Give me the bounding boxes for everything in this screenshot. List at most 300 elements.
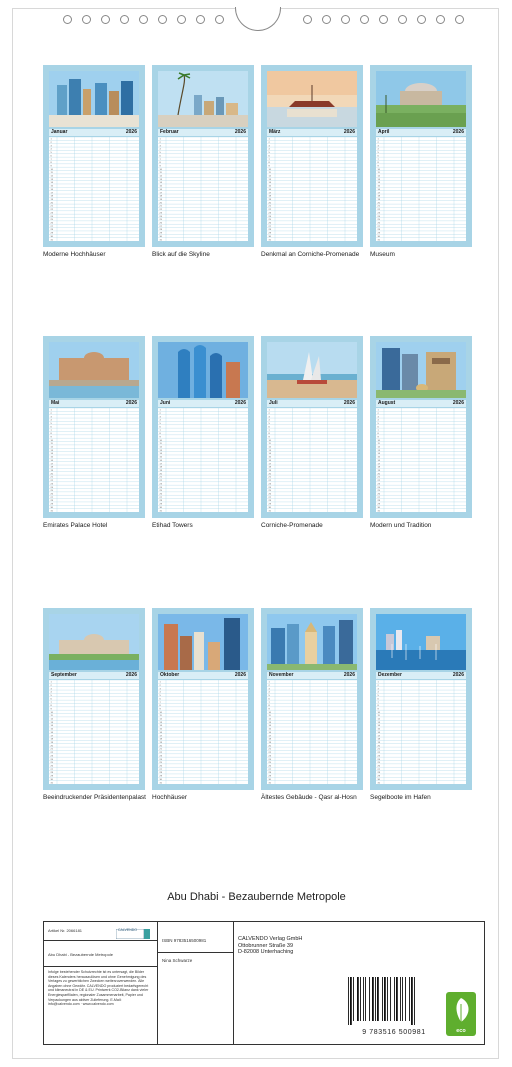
- svg-text:22: 22: [268, 209, 271, 212]
- svg-text:18: 18: [159, 738, 162, 741]
- svg-text:22: 22: [159, 209, 162, 212]
- svg-text:4: 4: [377, 419, 379, 422]
- month-sheet: [43, 608, 145, 790]
- svg-text:3: 3: [50, 416, 52, 419]
- svg-text:3: 3: [159, 416, 161, 419]
- month-year: 2026: [343, 400, 355, 406]
- svg-text:30: 30: [268, 235, 271, 238]
- svg-text:6: 6: [268, 426, 270, 429]
- svg-text:22: 22: [268, 752, 271, 755]
- svg-text:16: 16: [50, 188, 53, 191]
- svg-text:26: 26: [159, 765, 162, 768]
- svg-text:27: 27: [377, 225, 380, 228]
- svg-text:20: 20: [159, 202, 162, 205]
- day-grid: [267, 680, 357, 784]
- svg-text:5: 5: [159, 423, 161, 426]
- month-photo: [267, 342, 357, 398]
- divider: [44, 940, 158, 941]
- svg-text:7: 7: [159, 429, 161, 432]
- svg-text:12: 12: [268, 446, 271, 449]
- svg-text:28: 28: [159, 229, 162, 232]
- svg-text:9: 9: [159, 708, 161, 711]
- svg-text:17: 17: [268, 735, 271, 738]
- day-grid: [158, 137, 248, 241]
- svg-text:29: 29: [50, 775, 53, 778]
- svg-text:7: 7: [377, 701, 379, 704]
- svg-text:24: 24: [159, 215, 162, 218]
- svg-text:5: 5: [377, 152, 379, 155]
- svg-text:27: 27: [268, 768, 271, 771]
- svg-text:6: 6: [159, 155, 161, 158]
- divider: [158, 952, 234, 953]
- month-header: [49, 672, 139, 679]
- svg-text:15: 15: [159, 728, 162, 731]
- month-sheet: [261, 336, 363, 518]
- svg-text:22: 22: [377, 752, 380, 755]
- month-sheet: [152, 336, 254, 518]
- month-year: 2026: [125, 400, 137, 406]
- svg-text:19: 19: [268, 742, 271, 744]
- svg-text:21: 21: [377, 205, 380, 208]
- svg-text:20: 20: [377, 202, 380, 205]
- svg-text:24: 24: [159, 758, 162, 761]
- month-name: Mai: [51, 400, 60, 406]
- svg-text:12: 12: [50, 175, 53, 178]
- svg-text:19: 19: [50, 742, 53, 744]
- publisher-street: Ottobrunner Straße 39: [238, 942, 294, 949]
- eco-badge: [446, 992, 476, 1036]
- svg-text:17: 17: [50, 192, 53, 195]
- month-name: November: [269, 672, 294, 678]
- svg-text:31: 31: [159, 782, 162, 784]
- svg-text:27: 27: [268, 496, 271, 499]
- svg-text:19: 19: [159, 199, 162, 201]
- svg-text:1: 1: [50, 409, 52, 412]
- svg-text:12: 12: [268, 175, 271, 178]
- month-photo: [267, 614, 357, 670]
- svg-text:16: 16: [159, 731, 162, 734]
- svg-text:7: 7: [50, 158, 52, 161]
- svg-text:21: 21: [159, 748, 162, 751]
- svg-text:25: 25: [159, 219, 162, 222]
- svg-text:8: 8: [268, 162, 270, 165]
- month-name: Dezember: [378, 672, 402, 678]
- svg-text:11: 11: [377, 715, 380, 718]
- svg-text:30: 30: [50, 235, 53, 238]
- svg-text:30: 30: [377, 506, 380, 509]
- svg-text:13: 13: [50, 178, 53, 181]
- binding-hole: [360, 15, 369, 24]
- svg-text:7: 7: [377, 429, 379, 432]
- binding-hole: [322, 15, 331, 24]
- svg-text:15: 15: [268, 728, 271, 731]
- svg-text:1: 1: [159, 681, 161, 684]
- svg-text:1: 1: [377, 409, 379, 412]
- svg-text:7: 7: [159, 701, 161, 704]
- svg-text:10: 10: [159, 439, 162, 442]
- svg-text:20: 20: [377, 473, 380, 476]
- month-sheet: [370, 336, 472, 518]
- svg-text:28: 28: [50, 229, 53, 232]
- svg-text:1: 1: [268, 681, 270, 684]
- month-name: April: [378, 129, 390, 135]
- binding-hole: [215, 15, 224, 24]
- svg-text:8: 8: [50, 162, 52, 165]
- svg-text:4: 4: [159, 148, 161, 151]
- binding-hole: [379, 15, 388, 24]
- month-header: [49, 129, 139, 136]
- calendar-page: [12, 8, 499, 1059]
- month-sheet: [370, 65, 472, 247]
- svg-text:31: 31: [159, 239, 162, 241]
- svg-text:1: 1: [50, 138, 52, 141]
- svg-text:16: 16: [50, 459, 53, 462]
- footer-col-product: [44, 922, 158, 1044]
- month-header: [158, 672, 248, 679]
- month-caption: Ältestes Gebäude - Qasr al-Hosn: [261, 794, 357, 801]
- svg-text:19: 19: [377, 470, 380, 472]
- svg-text:25: 25: [50, 490, 53, 493]
- svg-text:18: 18: [159, 466, 162, 469]
- svg-text:13: 13: [159, 449, 162, 452]
- svg-text:20: 20: [50, 745, 53, 748]
- svg-text:30: 30: [50, 506, 53, 509]
- svg-text:10: 10: [50, 439, 53, 442]
- svg-text:14: 14: [377, 453, 380, 456]
- month-year: 2026: [234, 672, 246, 678]
- svg-text:7: 7: [377, 158, 379, 161]
- month-header: [49, 400, 139, 407]
- svg-text:24: 24: [50, 486, 53, 489]
- svg-text:8: 8: [159, 433, 161, 436]
- publisher-city: D-82008 Unterhaching: [238, 949, 294, 955]
- svg-text:8: 8: [50, 433, 52, 436]
- month-name: September: [51, 672, 77, 678]
- svg-text:16: 16: [50, 731, 53, 734]
- svg-text:14: 14: [50, 182, 53, 185]
- svg-text:4: 4: [268, 419, 270, 422]
- svg-text:13: 13: [377, 449, 380, 452]
- svg-text:15: 15: [50, 728, 53, 731]
- svg-text:4: 4: [159, 691, 161, 694]
- svg-text:30: 30: [159, 778, 162, 781]
- svg-text:20: 20: [50, 473, 53, 476]
- svg-text:31: 31: [50, 782, 53, 784]
- svg-text:27: 27: [159, 225, 162, 228]
- svg-text:10: 10: [50, 168, 53, 171]
- svg-text:5: 5: [159, 695, 161, 698]
- month-header: [376, 672, 466, 679]
- day-grid: [267, 408, 357, 512]
- svg-text:28: 28: [268, 772, 271, 775]
- divider: [44, 966, 158, 967]
- svg-text:5: 5: [268, 423, 270, 426]
- svg-text:9: 9: [159, 165, 161, 168]
- svg-text:28: 28: [50, 772, 53, 775]
- svg-text:29: 29: [268, 503, 271, 506]
- svg-text:14: 14: [159, 725, 162, 728]
- svg-text:21: 21: [159, 205, 162, 208]
- svg-text:12: 12: [268, 718, 271, 721]
- day-grid: [158, 680, 248, 784]
- month-name: Oktober: [160, 672, 180, 678]
- svg-text:23: 23: [377, 755, 380, 758]
- day-grid: [158, 408, 248, 512]
- svg-text:1: 1: [377, 681, 379, 684]
- svg-text:4: 4: [50, 419, 52, 422]
- svg-text:3: 3: [159, 688, 161, 691]
- eco-label: eco: [456, 1027, 466, 1034]
- svg-text:15: 15: [268, 185, 271, 188]
- month-photo: [376, 614, 466, 670]
- svg-text:2: 2: [268, 412, 270, 415]
- svg-text:27: 27: [159, 768, 162, 771]
- month-year: 2026: [452, 129, 464, 135]
- svg-text:12: 12: [50, 718, 53, 721]
- month-header: [376, 400, 466, 407]
- product-title-small: Abu Dhabi - Bezaubernde Metropole: [48, 952, 113, 957]
- svg-text:5: 5: [50, 423, 52, 426]
- svg-text:10: 10: [159, 168, 162, 171]
- svg-text:15: 15: [377, 185, 380, 188]
- svg-text:15: 15: [50, 456, 53, 459]
- svg-text:22: 22: [159, 752, 162, 755]
- svg-text:25: 25: [268, 219, 271, 222]
- svg-text:21: 21: [50, 748, 53, 751]
- month-caption: Hochhäuser: [152, 794, 188, 801]
- svg-text:11: 11: [50, 715, 53, 718]
- svg-text:21: 21: [50, 476, 53, 479]
- svg-text:3: 3: [377, 145, 379, 148]
- svg-text:20: 20: [159, 473, 162, 476]
- svg-text:26: 26: [268, 222, 271, 225]
- svg-text:18: 18: [50, 738, 53, 741]
- svg-text:13: 13: [377, 721, 380, 724]
- svg-text:27: 27: [50, 496, 53, 499]
- svg-text:18: 18: [377, 738, 380, 741]
- svg-text:4: 4: [268, 691, 270, 694]
- svg-text:3: 3: [268, 688, 270, 691]
- svg-text:31: 31: [268, 239, 271, 241]
- svg-text:7: 7: [50, 429, 52, 432]
- svg-text:8: 8: [377, 705, 379, 708]
- month-photo: [158, 342, 248, 398]
- svg-text:30: 30: [159, 235, 162, 238]
- svg-text:9: 9: [50, 165, 52, 168]
- svg-text:6: 6: [268, 155, 270, 158]
- svg-text:31: 31: [268, 782, 271, 784]
- svg-text:16: 16: [159, 459, 162, 462]
- svg-text:15: 15: [377, 728, 380, 731]
- svg-text:3: 3: [50, 145, 52, 148]
- month-caption: Denkmal an Corniche-Promenade: [261, 251, 360, 258]
- svg-text:24: 24: [268, 486, 271, 489]
- svg-text:7: 7: [268, 429, 270, 432]
- svg-text:10: 10: [159, 711, 162, 714]
- svg-text:9: 9: [50, 436, 52, 439]
- month-sheet: [261, 65, 363, 247]
- svg-text:15: 15: [159, 185, 162, 188]
- svg-text:31: 31: [377, 510, 380, 512]
- svg-text:17: 17: [377, 192, 380, 195]
- svg-text:1: 1: [159, 138, 161, 141]
- svg-text:29: 29: [159, 775, 162, 778]
- svg-text:16: 16: [377, 459, 380, 462]
- svg-text:7: 7: [268, 701, 270, 704]
- svg-text:31: 31: [268, 510, 271, 512]
- svg-text:20: 20: [377, 745, 380, 748]
- month-sheet: [152, 65, 254, 247]
- svg-text:9: 9: [377, 436, 379, 439]
- svg-text:10: 10: [377, 168, 380, 171]
- svg-text:14: 14: [268, 725, 271, 728]
- svg-text:30: 30: [159, 506, 162, 509]
- binding-hole: [120, 15, 129, 24]
- svg-text:8: 8: [159, 705, 161, 708]
- svg-text:26: 26: [50, 222, 53, 225]
- calendar-title: Abu Dhabi - Bezaubernde Metropole: [167, 891, 346, 903]
- svg-text:28: 28: [377, 500, 380, 503]
- svg-text:17: 17: [159, 463, 162, 466]
- month-header: [376, 129, 466, 136]
- svg-text:11: 11: [159, 172, 162, 175]
- binding-hole: [101, 15, 110, 24]
- binding-hole: [455, 15, 464, 24]
- svg-text:19: 19: [377, 199, 380, 201]
- svg-text:26: 26: [50, 765, 53, 768]
- footer-box: [43, 921, 485, 1045]
- svg-text:18: 18: [268, 738, 271, 741]
- month-caption: Moderne Hochhäuser: [43, 251, 106, 258]
- svg-text:16: 16: [159, 188, 162, 191]
- svg-text:11: 11: [268, 172, 271, 175]
- svg-text:14: 14: [50, 453, 53, 456]
- svg-text:12: 12: [159, 446, 162, 449]
- svg-text:6: 6: [50, 698, 52, 701]
- svg-text:17: 17: [377, 735, 380, 738]
- svg-text:27: 27: [377, 768, 380, 771]
- svg-text:2: 2: [50, 684, 52, 687]
- svg-text:22: 22: [50, 480, 53, 483]
- svg-text:26: 26: [159, 222, 162, 225]
- svg-text:5: 5: [159, 152, 161, 155]
- svg-text:4: 4: [50, 691, 52, 694]
- svg-text:29: 29: [268, 232, 271, 235]
- binding-hole: [139, 15, 148, 24]
- svg-text:22: 22: [50, 209, 53, 212]
- svg-text:11: 11: [268, 443, 271, 446]
- svg-text:8: 8: [50, 705, 52, 708]
- month-name: Juli: [269, 400, 278, 406]
- svg-text:25: 25: [159, 490, 162, 493]
- svg-text:14: 14: [268, 182, 271, 185]
- svg-text:24: 24: [377, 486, 380, 489]
- svg-text:10: 10: [377, 439, 380, 442]
- svg-text:23: 23: [50, 483, 53, 486]
- svg-text:1: 1: [268, 138, 270, 141]
- svg-text:13: 13: [377, 178, 380, 181]
- svg-text:28: 28: [377, 772, 380, 775]
- month-photo: [376, 71, 466, 127]
- svg-text:12: 12: [377, 718, 380, 721]
- svg-text:18: 18: [268, 466, 271, 469]
- svg-text:23: 23: [159, 483, 162, 486]
- svg-text:6: 6: [268, 698, 270, 701]
- svg-text:21: 21: [377, 748, 380, 751]
- svg-text:6: 6: [50, 155, 52, 158]
- svg-text:25: 25: [50, 219, 53, 222]
- svg-text:26: 26: [377, 765, 380, 768]
- svg-text:13: 13: [159, 178, 162, 181]
- svg-text:9: 9: [268, 165, 270, 168]
- svg-text:16: 16: [268, 188, 271, 191]
- day-grid: [376, 137, 466, 241]
- svg-text:22: 22: [159, 480, 162, 483]
- svg-text:21: 21: [268, 748, 271, 751]
- month-photo: [158, 614, 248, 670]
- footer-col-isbn: [158, 922, 234, 1044]
- svg-text:27: 27: [268, 225, 271, 228]
- svg-text:29: 29: [377, 775, 380, 778]
- svg-text:20: 20: [268, 745, 271, 748]
- svg-text:19: 19: [159, 470, 162, 472]
- svg-text:24: 24: [377, 215, 380, 218]
- month-sheet: [43, 336, 145, 518]
- svg-text:26: 26: [50, 493, 53, 496]
- svg-text:26: 26: [268, 765, 271, 768]
- svg-text:18: 18: [377, 195, 380, 198]
- svg-text:30: 30: [268, 778, 271, 781]
- svg-text:25: 25: [50, 762, 53, 765]
- svg-text:3: 3: [377, 688, 379, 691]
- svg-text:30: 30: [50, 778, 53, 781]
- svg-text:18: 18: [377, 466, 380, 469]
- month-sheet: [43, 65, 145, 247]
- month-header: [267, 400, 357, 407]
- svg-text:18: 18: [268, 195, 271, 198]
- svg-text:2: 2: [268, 141, 270, 144]
- barcode: [344, 977, 444, 1036]
- binding-hole: [436, 15, 445, 24]
- svg-text:27: 27: [377, 496, 380, 499]
- binding-hole: [82, 15, 91, 24]
- month-header: [158, 129, 248, 136]
- svg-text:1: 1: [159, 409, 161, 412]
- svg-text:2: 2: [377, 412, 379, 415]
- svg-text:9: 9: [377, 708, 379, 711]
- svg-text:9: 9: [159, 436, 161, 439]
- svg-text:25: 25: [377, 762, 380, 765]
- svg-text:26: 26: [159, 493, 162, 496]
- svg-text:18: 18: [50, 195, 53, 198]
- svg-text:11: 11: [268, 715, 271, 718]
- svg-text:11: 11: [159, 715, 162, 718]
- day-grid: [49, 680, 139, 784]
- svg-text:23: 23: [268, 212, 271, 215]
- svg-text:3: 3: [159, 145, 161, 148]
- svg-text:20: 20: [268, 473, 271, 476]
- month-name: Februar: [160, 129, 179, 135]
- isbn: ISBN 9783516500981: [162, 938, 207, 943]
- svg-text:31: 31: [50, 239, 53, 241]
- svg-text:11: 11: [377, 172, 380, 175]
- publisher-block: [238, 936, 302, 956]
- svg-text:14: 14: [50, 725, 53, 728]
- svg-text:8: 8: [377, 162, 379, 165]
- svg-text:9: 9: [268, 436, 270, 439]
- month-sheet: [152, 608, 254, 790]
- svg-text:5: 5: [377, 695, 379, 698]
